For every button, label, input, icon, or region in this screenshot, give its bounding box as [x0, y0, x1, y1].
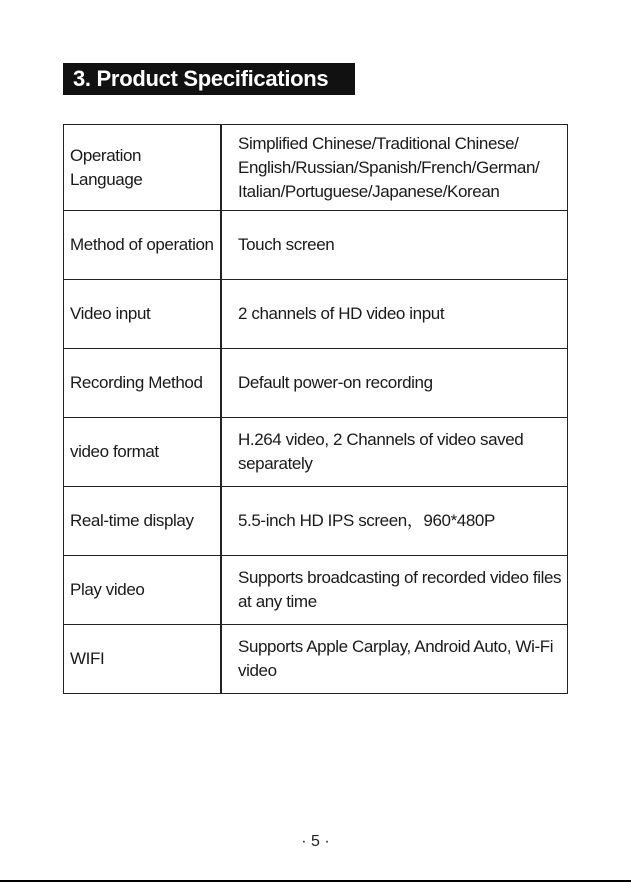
spec-label: Play video	[64, 556, 222, 625]
table-row	[64, 556, 568, 625]
spec-value: Default power-on recording	[221, 349, 568, 418]
spec-label: Real-time display	[64, 487, 222, 556]
spec-value: H.264 video, 2 Channels of video saved separately	[221, 418, 568, 487]
page-number: · 5 ·	[301, 833, 330, 850]
table-row	[64, 211, 568, 280]
spec-value: Supports Apple Carplay, Android Auto, Wi-Fi video	[221, 625, 568, 694]
table-row	[64, 625, 568, 694]
table-row	[64, 125, 568, 211]
spec-value: Simplified Chinese/Traditional Chinese/ English/Russian/Spanish/French/German/ Italian/Portuguese/Japanese/Korean	[221, 125, 568, 211]
spec-value: 2 channels of HD video input	[221, 280, 568, 349]
spec-label: video format	[64, 418, 222, 487]
bottom-rule	[0, 880, 631, 882]
spec-label: WIFI	[64, 625, 222, 694]
spec-value: Supports broadcasting of recorded video files at any time	[221, 556, 568, 625]
spec-label: Operation Language	[64, 125, 222, 211]
spec-table	[63, 124, 568, 694]
spec-label: Recording Method	[64, 349, 222, 418]
spec-label: Video input	[64, 280, 222, 349]
spec-label: Method of operation	[64, 211, 222, 280]
table-row	[64, 280, 568, 349]
table-row	[64, 418, 568, 487]
table-row	[64, 487, 568, 556]
spec-value: 5.5-inch HD IPS screen，960*480P	[221, 487, 568, 556]
table-row	[64, 349, 568, 418]
section-title: 3. Product Specifications	[63, 63, 355, 95]
spec-value: Touch screen	[221, 211, 568, 280]
